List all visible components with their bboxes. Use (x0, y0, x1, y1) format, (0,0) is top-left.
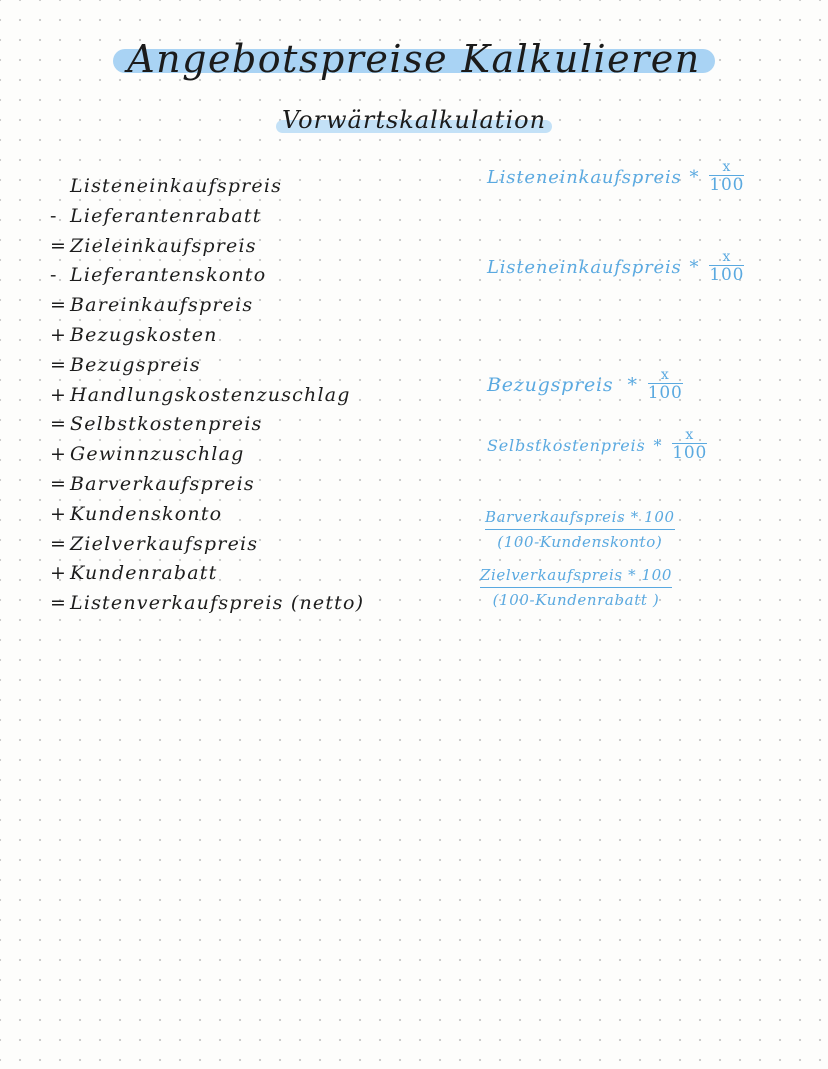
step-sign: - (50, 204, 58, 227)
multiply-sign: * (689, 166, 700, 188)
subtitle-container (0, 106, 828, 134)
fraction-bar (485, 529, 675, 530)
multiply-sign: * (627, 374, 638, 396)
step-sign: + (50, 502, 68, 525)
step-row (50, 381, 364, 411)
step-label: Listenverkaufspreis (netto) (70, 592, 365, 615)
formula-lieferantenrabatt (487, 160, 744, 194)
step-label: Kundenskonto (70, 502, 223, 525)
step-label: Zieleinkaufspreis (70, 234, 257, 257)
percent-fraction (709, 160, 744, 194)
step-label: Bezugspreis (70, 353, 201, 376)
fraction-denominator: 100 (672, 443, 708, 463)
step-row (50, 530, 364, 560)
step-row (50, 440, 364, 470)
formula-lieferantenskonto (487, 250, 744, 284)
percent-fraction (648, 368, 683, 402)
step-label: Handlungskostenzuschlag (70, 383, 351, 406)
step-row (50, 559, 364, 589)
fraction-numerator: Zielverkaufspreis * 100 (480, 566, 672, 584)
step-label: Gewinnzuschlag (70, 443, 245, 466)
step-label: Lieferantenskonto (70, 264, 267, 287)
step-row (50, 351, 364, 381)
step-sign: = (50, 532, 68, 555)
step-label: Lieferantenrabatt (70, 204, 262, 227)
step-row (50, 172, 364, 202)
step-sign: + (50, 562, 68, 585)
fraction-denominator: 100 (647, 383, 683, 403)
fraction-denominator: 100 (709, 265, 745, 285)
fraction-numerator: Barverkaufspreis * 100 (485, 508, 675, 526)
formula-kundenrabatt (480, 564, 672, 610)
step-sign: + (50, 323, 68, 346)
step-sign: = (50, 353, 68, 376)
formula-base: Bezugspreis (487, 374, 614, 396)
step-row (50, 410, 364, 440)
multiply-sign: * (689, 256, 700, 278)
step-row (50, 589, 364, 619)
formula-handlungskosten (487, 368, 683, 402)
step-sign: - (50, 264, 58, 287)
step-label: Selbstkostenpreis (70, 413, 263, 436)
multiply-sign: * (653, 435, 663, 455)
step-row (50, 232, 364, 262)
calculation-steps (50, 172, 364, 619)
fraction-denominator: (100-Kundenrabatt ) (492, 591, 660, 609)
fraction-numerator: x (722, 159, 732, 175)
step-row (50, 261, 364, 291)
step-label: Barverkaufspreis (70, 472, 255, 495)
step-sign: = (50, 472, 68, 495)
percent-fraction (709, 250, 744, 284)
step-sign: + (50, 443, 68, 466)
step-label: Kundenrabatt (70, 562, 218, 585)
step-row (50, 291, 364, 321)
step-label: Bareinkaufspreis (70, 294, 254, 317)
page-subtitle: Vorwärtskalkulation (276, 106, 552, 134)
fraction-denominator: 100 (709, 175, 745, 195)
formula-kundenskonto (485, 506, 675, 552)
step-sign: = (50, 592, 68, 615)
step-row (50, 470, 364, 500)
step-row (50, 202, 364, 232)
fraction-bar (480, 587, 672, 588)
step-sign: = (50, 294, 68, 317)
step-label: Zielverkaufspreis (70, 532, 259, 555)
step-label: Listeneinkaufspreis (70, 175, 283, 197)
step-row (50, 321, 364, 351)
fraction-numerator: x (660, 367, 670, 383)
page-title: Angebotspreise Kalkulieren (113, 34, 715, 84)
step-sign: = (50, 234, 68, 257)
percent-fraction (672, 428, 707, 462)
formula-gewinnzuschlag (487, 428, 707, 462)
fraction-numerator: x (722, 249, 732, 265)
step-sign: + (50, 383, 68, 406)
formula-base: Listeneinkaufspreis (487, 256, 682, 278)
fraction-denominator: (100-Kundenskonto) (497, 533, 663, 551)
fraction-numerator: x (685, 427, 695, 443)
step-row (50, 500, 364, 530)
formula-base: Selbstkostenpreis (487, 435, 646, 455)
step-label: Bezugskosten (70, 323, 218, 346)
title-container (0, 34, 828, 84)
step-sign: = (50, 413, 68, 436)
formula-base: Listeneinkaufspreis (487, 166, 682, 188)
